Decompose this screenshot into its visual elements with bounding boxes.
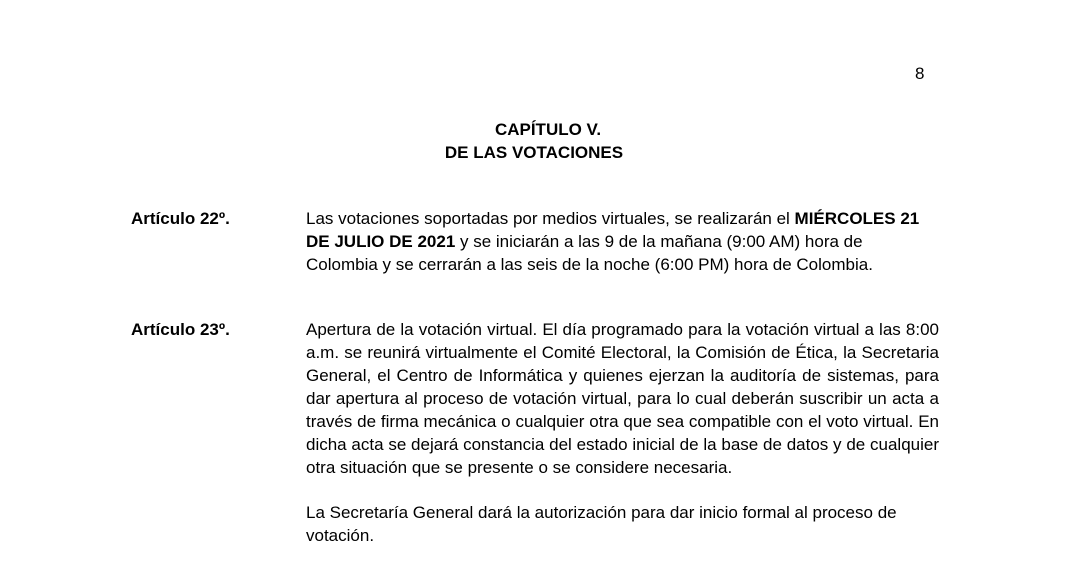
- chapter-title: CAPÍTULO V.: [494, 120, 602, 139]
- page-number: 8: [915, 64, 925, 83]
- chapter-heading: [0, 118, 1068, 164]
- article-22-date: MIÉRCOLES 21 DE JULIO DE 2021: [306, 209, 920, 251]
- article-22-body: [306, 207, 939, 276]
- article-23-paragraph-2: La Secretaría General dará la autorización para dar inicio formal al proceso de votación.: [306, 503, 897, 545]
- article-23-label: Artículo 23º.: [131, 320, 230, 339]
- chapter-subtitle: DE LAS VOTACIONES: [444, 143, 624, 162]
- article-23-body: [306, 318, 939, 547]
- article-23-paragraph-1: Apertura de la votación virtual. El día programado para la votación virtual a las 8:00 a.m. se reunirá virtualmente el Comité Electoral, la Comisión de Ética, la Secretaria General, el Centro de Informática y quienes ejerzan la auditoría de sistemas, para dar apertura al proceso de votación virtual, para lo cual deberán suscribir un acta a través de firma mecánica o cualquier otra que sea compatible con el voto virtual. En dicha acta se dejará constancia del estado inicial de la base de datos y de cualquier otra situación que se presente o se considere necesaria.: [306, 320, 939, 477]
- article-22-text-start: Las votaciones soportadas por medios virtuales, se realizarán el: [306, 209, 795, 228]
- article-22-text-end: y se iniciarán a las 9 de la mañana (9:00 AM) hora de Colombia y se cerrarán a las seis de la noche (6:00 PM) hora de Colombia.: [306, 232, 873, 274]
- article-22-paragraph: [306, 207, 939, 276]
- article-22-label: Artículo 22º.: [131, 209, 230, 228]
